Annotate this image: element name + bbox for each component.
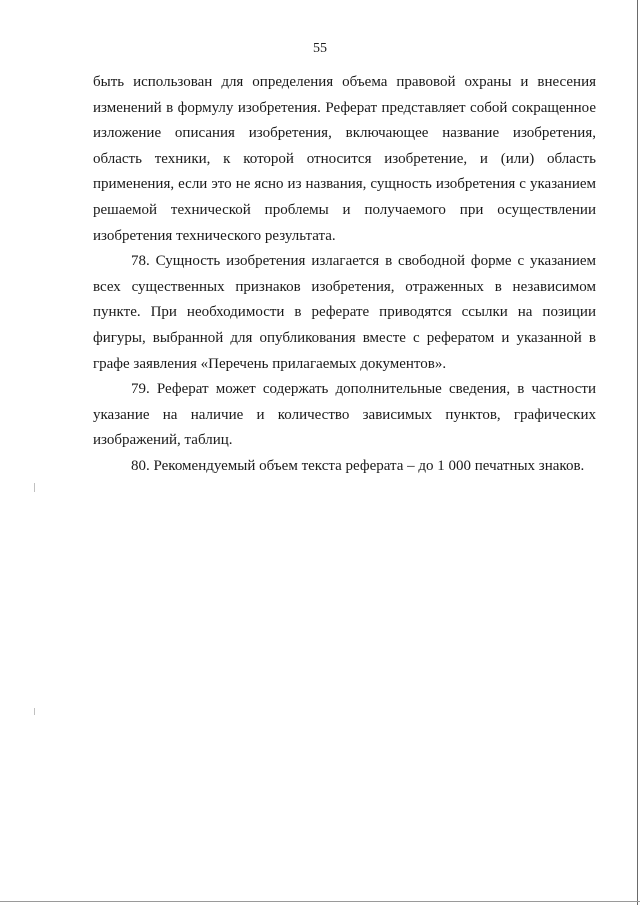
scan-mark: [34, 708, 35, 715]
paragraph-78: 78. Сущность изобретения излагается в свободной форме с указанием всех существенных признаков изобретения, отраженных в независимом пункте. При необходимости в реферате приводятся ссылки на позиции фигуры, выбранной для опубликования вместе с рефератом и указанной в графе заявления «Перечень прилагаемых документов».: [93, 253, 596, 372]
page-number: 55: [313, 41, 327, 56]
paragraph-79: 79. Реферат может содержать дополнительные сведения, в частности указание на наличие и количество зависимых пунктов, графических изображений, таблиц.: [93, 381, 596, 449]
document-body: [93, 70, 596, 480]
paragraph-continuation: быть использован для определения объема правовой охраны и внесения изменений в формулу изобретения. Реферат представляет собой сокращенное изложение описания изобретения, включающее название изобретения, область техники, к которой относится изобретение, и (или) область применения, если это не ясно из названия, сущность изобретения с указанием решаемой технической проблемы и получаемого при осуществлении изобретения технического результата.: [93, 74, 596, 244]
page-edge-bottom: [0, 901, 640, 902]
paragraph-80: 80. Рекомендуемый объем текста реферата – до 1 000 печатных знаков.: [131, 457, 585, 474]
scan-mark: [34, 483, 35, 492]
page-edge-right: [637, 0, 638, 905]
